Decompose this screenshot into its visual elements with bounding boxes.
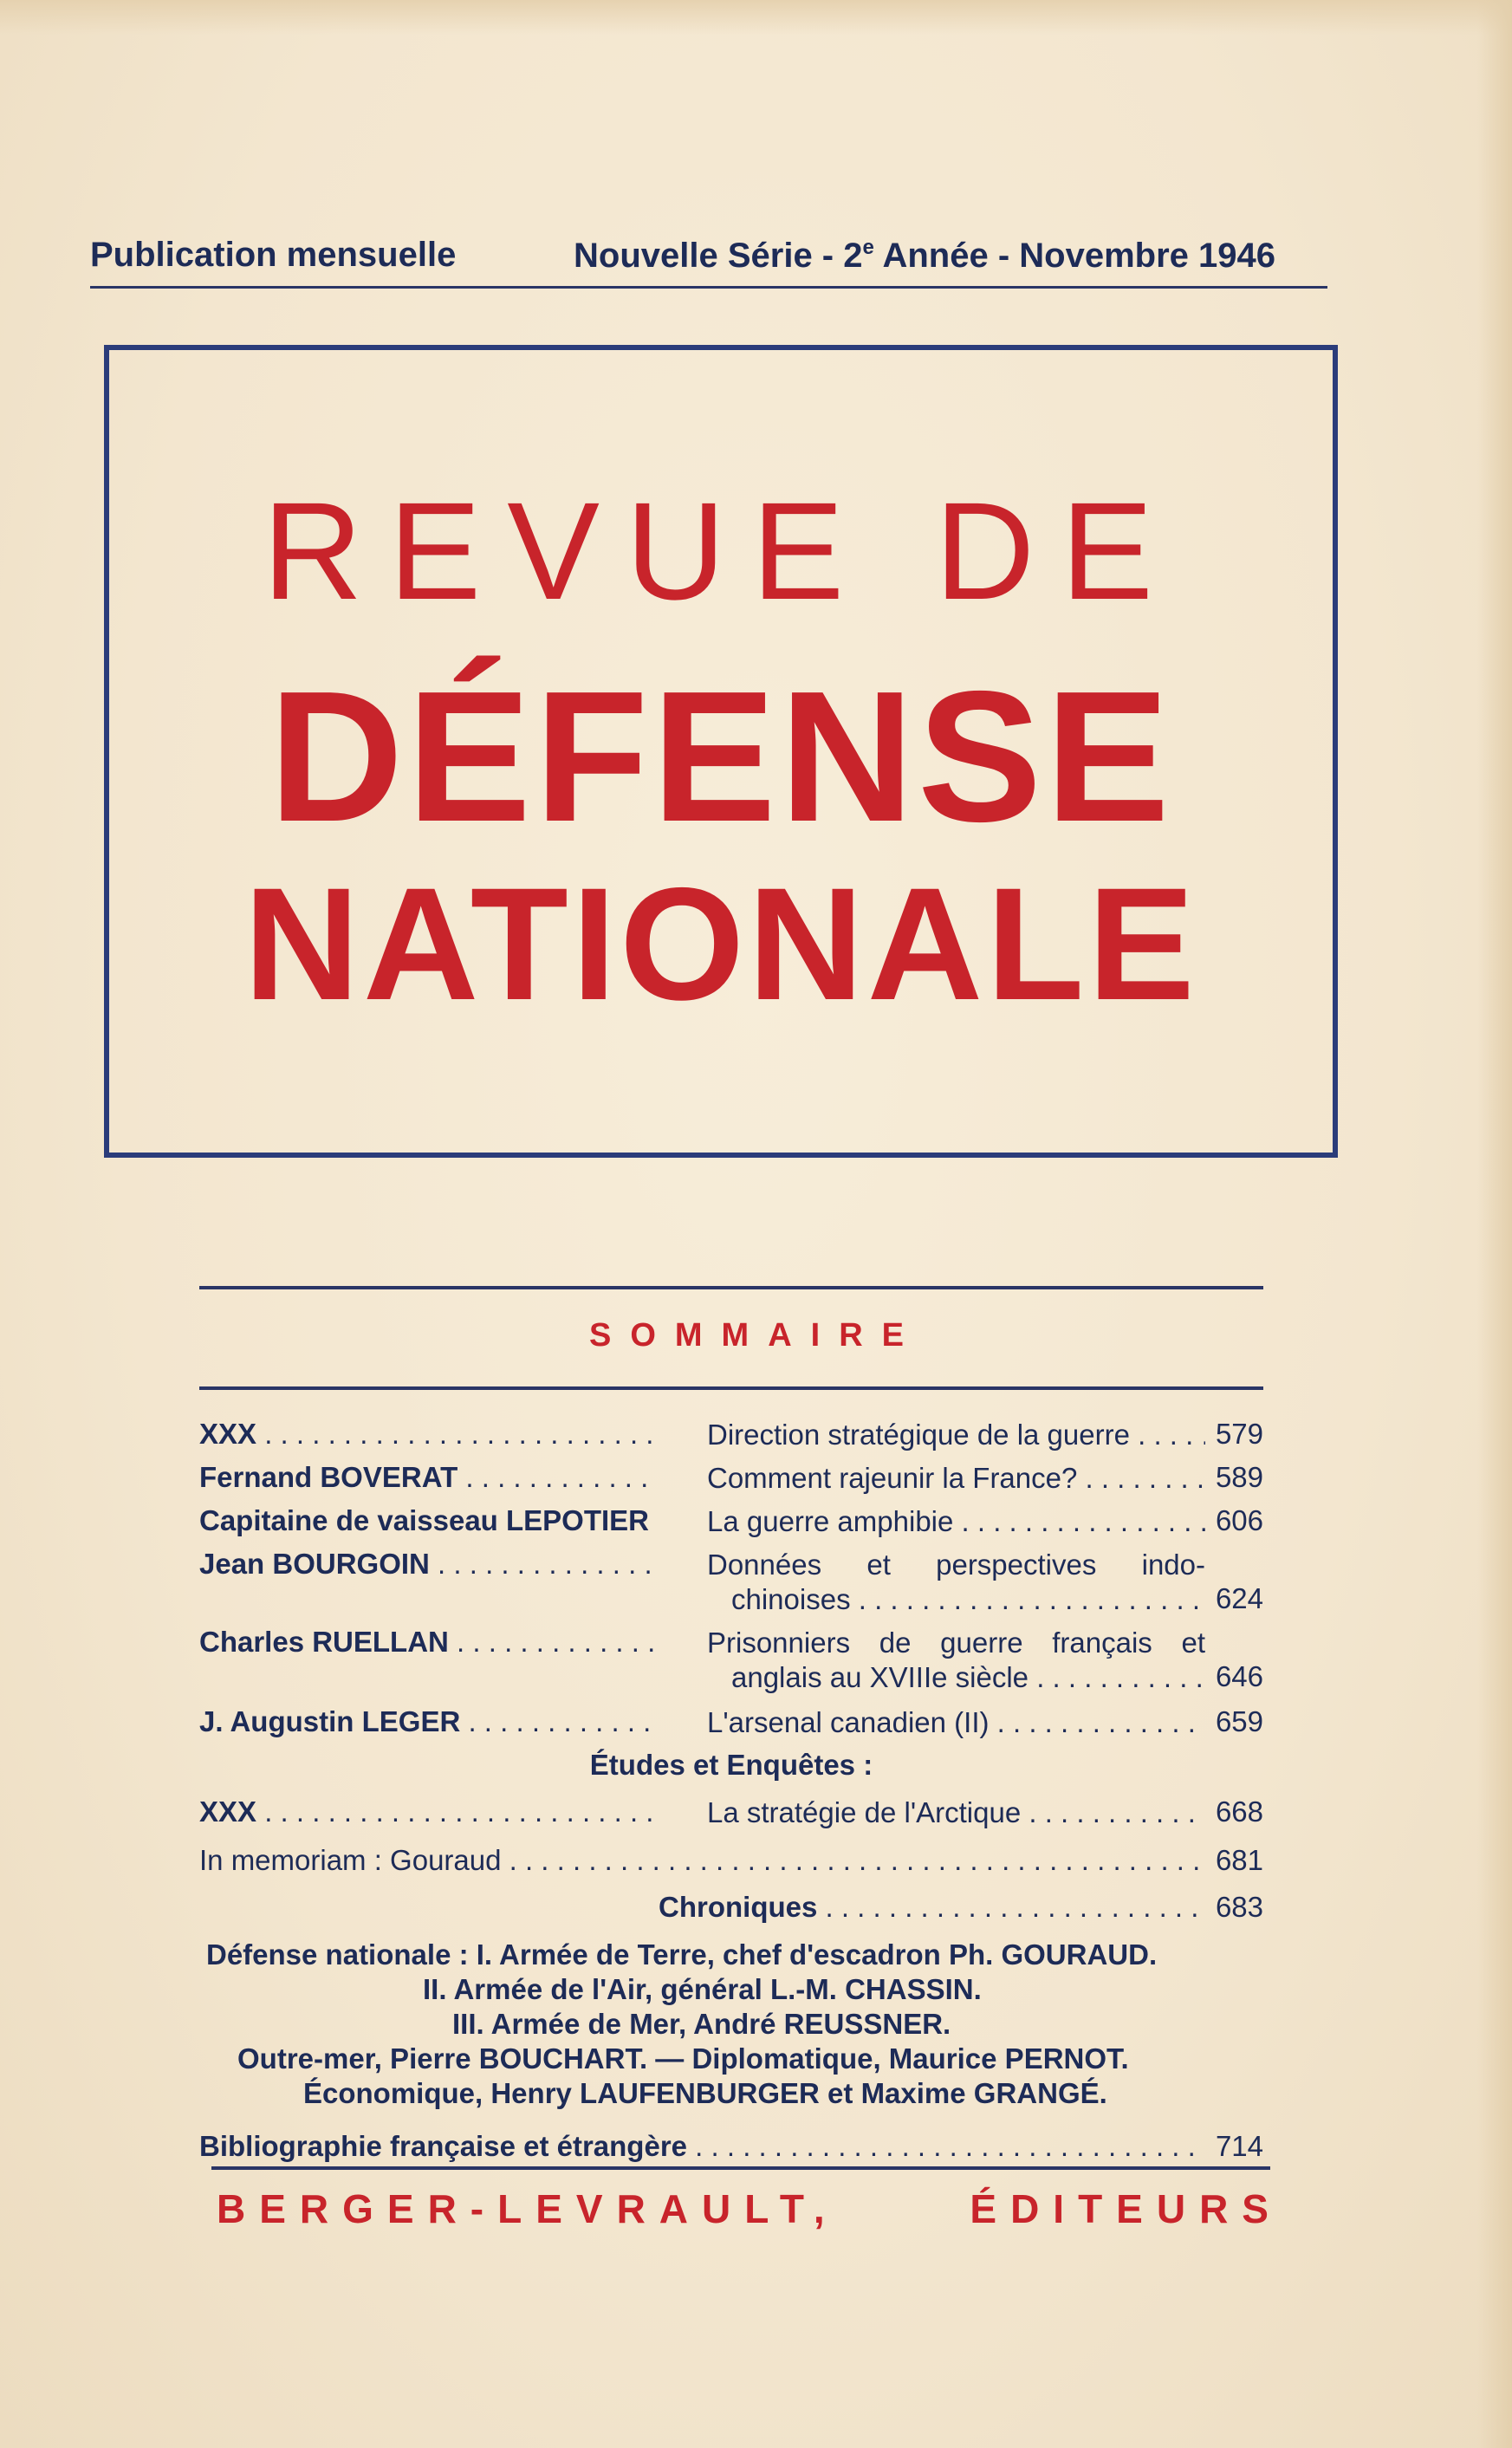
etudes-heading: Études et Enquêtes : <box>589 1749 873 1781</box>
toc-page: 624 <box>1215 1582 1263 1614</box>
chroniques-line: Outre-mer, Pierre BOUCHART. — Diplomatique, Maurice PERNOT. <box>237 2042 1129 2075</box>
sommaire-bottom-rule <box>199 1386 1263 1390</box>
title-line-3: NATIONALE <box>243 855 1198 1034</box>
toc-author: XXX . . . <box>199 1795 659 1828</box>
toc-title-line-2: chinoises . . . <box>707 1582 1205 1617</box>
sommaire-top-rule <box>199 1286 1263 1289</box>
issue-info-pre: Nouvelle Série - 2 <box>574 237 863 275</box>
toc-page: 646 <box>1215 1660 1263 1692</box>
chroniques-line: Économique, Henry LAUFENBURGER et Maxime GRANGÉ. <box>303 2077 1107 2109</box>
issue-info <box>574 236 1275 276</box>
toc-page: 714 <box>1215 2130 1263 2162</box>
publication-frequency: Publication mensuelle <box>90 236 457 274</box>
toc-page: 579 <box>1215 1418 1263 1450</box>
paper-edge-right <box>1477 0 1512 2448</box>
title-frame <box>104 345 1338 1158</box>
publisher-name: BERGER-LEVRAULT, <box>217 2186 839 2231</box>
toc-author: J. Augustin LEGER . . . <box>199 1705 659 1738</box>
toc-title: Comment rajeunir la France? . . . <box>707 1461 1205 1496</box>
toc-title <box>707 1626 1205 1695</box>
title-line-1: REVUE DE <box>263 473 1179 628</box>
toc-page: 589 <box>1215 1461 1263 1493</box>
chroniques-line: Défense nationale : I. Armée de Terre, chef d'escadron Ph. GOURAUD. <box>206 1938 1158 1971</box>
paper-edge-top <box>0 0 1512 35</box>
toc-page: 606 <box>1215 1504 1263 1536</box>
toc-author: Charles RUELLAN . . . <box>199 1626 659 1659</box>
sommaire-heading: SOMMAIRE <box>589 1317 923 1354</box>
toc-title-line-1: Prisonniers de guerre français et <box>707 1627 1205 1659</box>
toc-author: Capitaine de vaisseau LEPOTIER . . . <box>199 1504 659 1537</box>
toc-title: Direction stratégique de la guerre . . . <box>707 1418 1205 1452</box>
toc-title-line-2: anglais au XVIIIe siècle . . . <box>707 1660 1205 1695</box>
toc-title: L'arsenal canadien (II) . . . <box>707 1705 1205 1740</box>
footer-rule <box>211 2166 1270 2170</box>
chroniques-text: Chroniques . . . <box>659 1891 1204 1924</box>
toc-author: Fernand BOVERAT . . . <box>199 1461 659 1494</box>
header-divider <box>90 286 1327 289</box>
toc-title: La guerre amphibie . . . <box>707 1504 1205 1539</box>
bibliographie-text: Bibliographie française et étrangère . . . <box>199 2130 1204 2163</box>
toc-title: La stratégie de l'Arctique . . . <box>707 1795 1205 1830</box>
toc-author: XXX . . . <box>199 1418 659 1451</box>
toc-page: 683 <box>1215 1891 1263 1923</box>
toc-title-line-1: Données et perspectives indo- <box>707 1549 1205 1581</box>
chroniques-line: II. Armée de l'Air, général L.-M. CHASSIN. <box>423 1973 982 2005</box>
toc-author: Jean BOURGOIN . . . <box>199 1548 659 1581</box>
memoriam-text: In memoriam : Gouraud . . . <box>199 1844 1204 1877</box>
toc-page: 668 <box>1215 1795 1263 1828</box>
issue-info-post: Année - Novembre 1946 <box>873 237 1275 275</box>
chroniques-line: III. Armée de Mer, André REUSSNER. <box>452 2008 951 2040</box>
chroniques-detail <box>199 1938 1263 2111</box>
issue-info-sup: e <box>862 236 874 259</box>
toc-title <box>707 1548 1205 1617</box>
publisher-role: ÉDITEURS <box>970 2186 1282 2231</box>
title-line-2: DÉFENSE <box>269 652 1173 860</box>
toc-page: 659 <box>1215 1705 1263 1737</box>
toc-page: 681 <box>1215 1844 1263 1876</box>
